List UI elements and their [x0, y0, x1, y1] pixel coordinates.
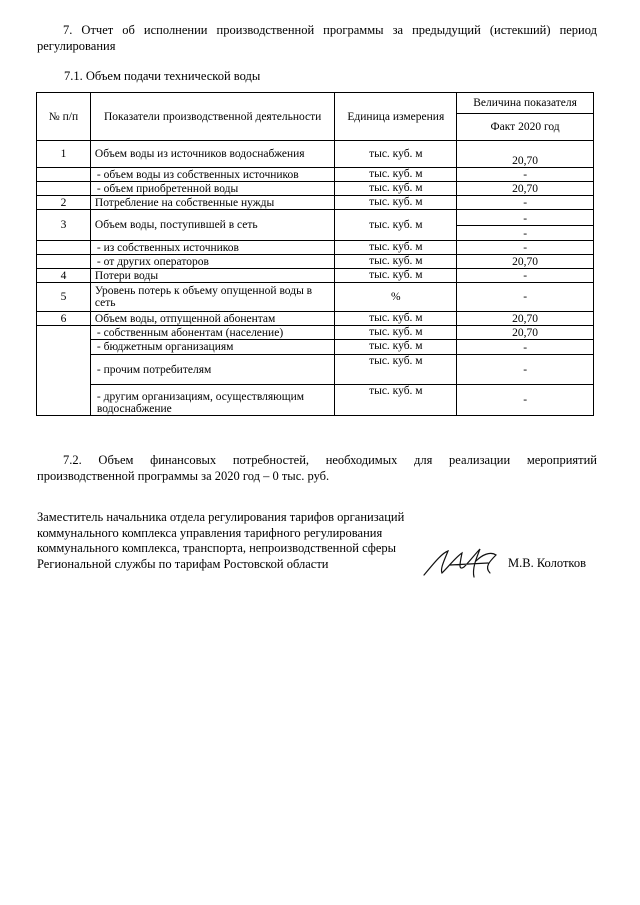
- position-line-2: коммунального комплекса управления тарифного регулирования: [37, 525, 383, 540]
- signature-block: [37, 510, 404, 572]
- row-name: Объем воды, поступившей в сеть: [90, 210, 335, 241]
- row-unit: тыс. куб. м: [335, 168, 457, 182]
- row-name: - объем приобретенной воды: [90, 182, 335, 196]
- table-row: [37, 340, 594, 355]
- row-num: [37, 182, 91, 196]
- row-num: [37, 168, 91, 182]
- signer-name: М.В. Колотков: [508, 556, 587, 570]
- row-num: 5: [37, 283, 91, 312]
- row-value: -: [457, 269, 594, 283]
- row-unit: тыс. куб. м: [335, 196, 457, 210]
- row-value: -: [457, 168, 594, 182]
- row-unit: тыс. куб. м: [335, 182, 457, 196]
- row-value: -: [457, 196, 594, 210]
- row-unit: тыс. куб. м: [335, 340, 457, 355]
- row-name: - другим организациям, осуществляющим водоснабжение: [90, 385, 335, 416]
- row-name: Потребление на собственные нужды: [90, 196, 335, 210]
- row-num: [37, 326, 91, 416]
- row-unit: тыс. куб. м: [335, 385, 457, 416]
- row-unit: тыс. куб. м: [335, 355, 457, 385]
- col-indicator-header: Показатели производственной деятельности: [90, 93, 335, 141]
- position-line-4: Региональной службы по тарифам Ростовской области: [37, 556, 329, 571]
- row-unit: тыс. куб. м: [335, 269, 457, 283]
- row-name: Уровень потерь к объему опущенной воды в сеть: [90, 283, 335, 312]
- row-name: - от других операторов: [90, 255, 335, 269]
- financial-needs-paragraph: 7.2. Объем финансовых потребностей, необходимых для реализации мероприятий производственной программы за 2020 год – 0 тыс. руб.: [37, 453, 597, 483]
- table-row: [37, 385, 594, 416]
- row-num: 3: [37, 210, 91, 241]
- row-value: -: [457, 241, 594, 255]
- row-value: -: [457, 385, 594, 416]
- row-value: -: [457, 355, 594, 385]
- row-value: -: [457, 210, 594, 226]
- subsection-heading: 7.1. Объем подачи технической воды: [64, 69, 261, 83]
- table-row: [37, 196, 594, 210]
- row-unit: тыс. куб. м: [335, 255, 457, 269]
- table-row: [37, 283, 594, 312]
- position-line-3: коммунального комплекса, транспорта, непроизводственной сферы: [37, 541, 397, 555]
- row-num: [37, 255, 91, 269]
- row-unit: тыс. куб. м: [335, 141, 457, 168]
- row-num: [37, 241, 91, 255]
- table-row: [37, 168, 594, 182]
- water-supply-table: [36, 92, 594, 416]
- table-row: [37, 326, 594, 340]
- row-name: - объем воды из собственных источников: [90, 168, 335, 182]
- table-row: [37, 255, 594, 269]
- table-row: [37, 269, 594, 283]
- row-unit: тыс. куб. м: [335, 312, 457, 326]
- row-value: 20,70: [457, 326, 594, 340]
- row-value-secondary: -: [457, 226, 594, 241]
- col-unit-header: Единица измерения: [335, 93, 457, 141]
- row-value: -: [457, 340, 594, 355]
- row-name: Потери воды: [90, 269, 335, 283]
- table-row: [37, 182, 594, 196]
- row-name: Объем воды из источников водоснабжения: [90, 141, 335, 168]
- position-line-1: Заместитель начальника отдела регулирования тарифов организаций: [37, 510, 405, 524]
- row-num: 6: [37, 312, 91, 326]
- row-name: - прочим потребителям: [90, 355, 335, 385]
- row-unit: тыс. куб. м: [335, 210, 457, 241]
- col-num-header: № п/п: [37, 93, 91, 141]
- row-num: 4: [37, 269, 91, 283]
- table-row: [37, 210, 594, 226]
- row-unit: тыс. куб. м: [335, 241, 457, 255]
- row-name: - собственным абонентам (население): [90, 326, 335, 340]
- row-value: 20,70: [457, 312, 594, 326]
- table-row: [37, 141, 594, 168]
- section-heading: 7. Отчет об исполнении производственной программы за предыдущий (истекший) период регулирования: [37, 23, 597, 53]
- row-unit: %: [335, 283, 457, 312]
- row-num: 1: [37, 141, 91, 168]
- col-fact-header: Факт 2020 год: [457, 114, 594, 141]
- handwritten-signature: [420, 545, 500, 581]
- row-value: 20,70: [457, 141, 594, 168]
- row-name: - из собственных источников: [90, 241, 335, 255]
- table-row: [37, 241, 594, 255]
- row-value: 20,70: [457, 182, 594, 196]
- col-value-group-header: Величина показателя: [457, 93, 594, 114]
- row-num: 2: [37, 196, 91, 210]
- row-name: - бюджетным организациям: [90, 340, 335, 355]
- row-unit: тыс. куб. м: [335, 326, 457, 340]
- row-value: 20,70: [457, 255, 594, 269]
- table-row: [37, 355, 594, 385]
- row-name: Объем воды, отпущенной абонентам: [90, 312, 335, 326]
- row-value: -: [457, 283, 594, 312]
- table-row: [37, 312, 594, 326]
